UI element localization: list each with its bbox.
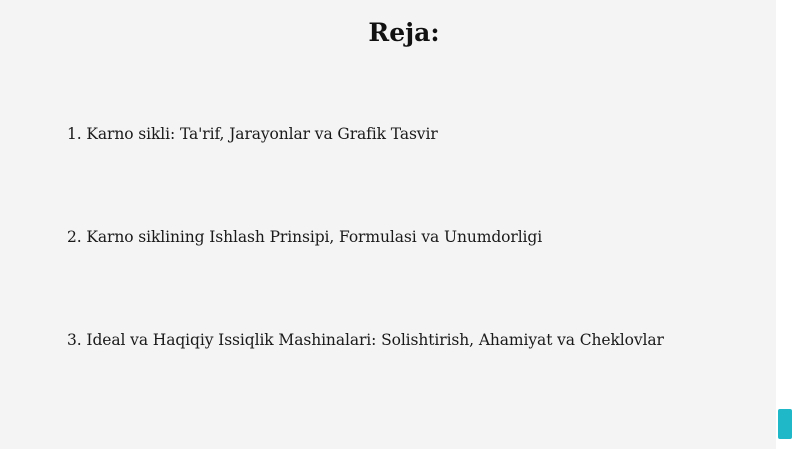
scroll-thumb[interactable] [778, 409, 792, 439]
plan-item-1: 1. Karno sikli: Ta'rif, Jarayonlar va Grafik Tasvir [67, 125, 438, 143]
plan-item-2: 2. Karno siklining Ishlash Prinsipi, Formulasi va Unumdorligi [67, 228, 543, 246]
slide-title: Reja: [368, 18, 440, 47]
plan-item-3: 3. Ideal va Haqiqiy Issiqlik Mashinalari: Solishtirish, Ahamiyat va Cheklovlar [67, 331, 664, 349]
scrollbar-track[interactable] [776, 0, 800, 449]
